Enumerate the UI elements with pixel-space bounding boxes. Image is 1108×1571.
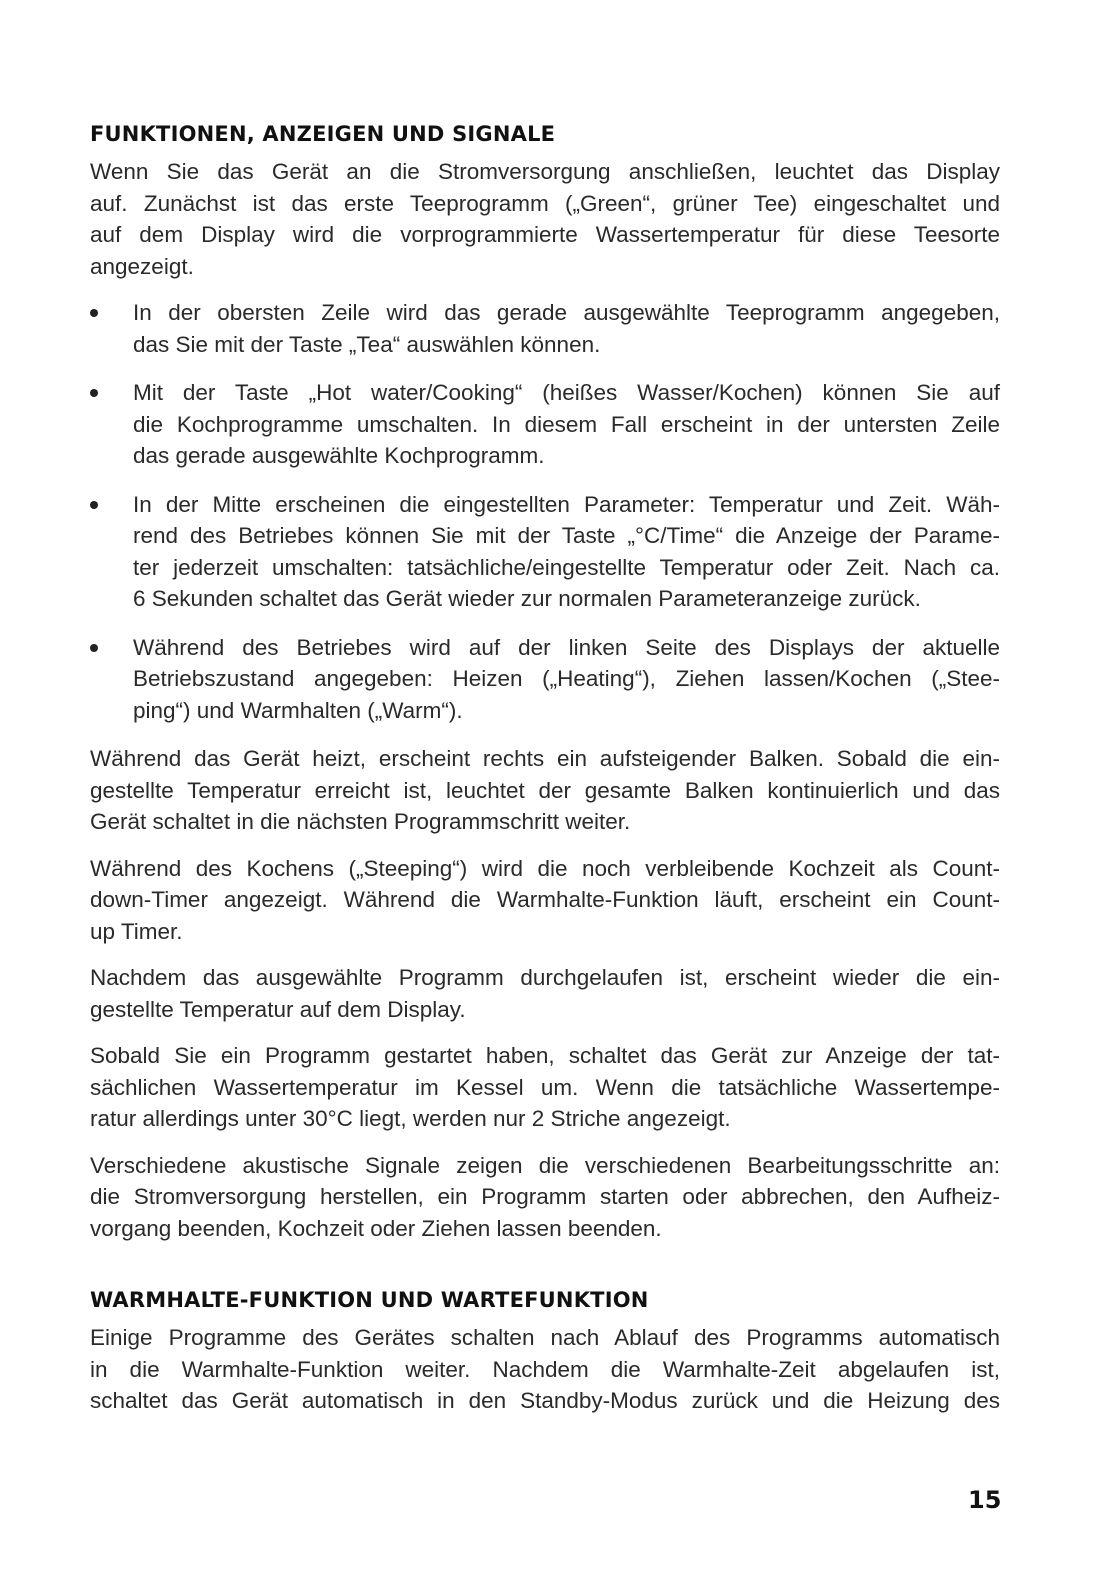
text-line: Verschiedene akustische Signale zeigen die verschiedenen Bearbeitungsschritte an:: [90, 1152, 1000, 1178]
intro-paragraph: [90, 156, 1000, 282]
section-heading: FUNKTIONEN, ANZEIGEN UND SIGNALE: [90, 122, 556, 146]
page-content: [90, 122, 1000, 1432]
paragraph: [90, 743, 1000, 838]
text-line: Betriebszustand angegeben: Heizen („Heating“), Ziehen lassen/Kochen („Stee-: [133, 666, 1000, 691]
bullet-icon: [90, 309, 98, 317]
paragraph: [90, 1322, 1000, 1417]
text-line: in die Warmhalte-Funktion weiter. Nachdem die Warmhalte-Zeit abgelaufen ist,: [90, 1356, 1000, 1382]
text-line: Während das Gerät heizt, erscheint rechts ein aufsteigender Balken. Sobald die ein-: [90, 746, 1000, 771]
text-line: angezeigt.: [90, 253, 194, 279]
text-line: Sobald Sie ein Programm gestartet haben, schaltet das Gerät zur Anzeige der tat-: [90, 1043, 1000, 1068]
paragraph: [90, 1150, 1000, 1245]
text-line: vorgang beenden, Kochzeit oder Ziehen lassen beenden.: [90, 1215, 662, 1241]
section-heading: WARMHALTE-FUNKTION UND WARTEFUNKTION: [90, 1288, 649, 1312]
bullet-item: [90, 632, 1000, 727]
text-line: In der Mitte erscheinen die eingestellten Parameter: Temperatur und Zeit. Wäh-: [133, 491, 1000, 517]
text-line: up Timer.: [90, 918, 183, 944]
text-line: gestellte Temperatur erreicht ist, leuchtet der gesamte Balken kontinuierlich und das: [90, 777, 1000, 803]
text-line: Nachdem das ausgewählte Programm durchgelaufen ist, erscheint wieder die ein-: [90, 965, 1000, 990]
text-line: die Stromversorgung herstellen, ein Programm starten oder abbrechen, den Aufheiz-: [90, 1184, 1000, 1209]
text-line: Wenn Sie das Gerät an die Stromversorgung anschließen, leuchtet das Display: [90, 159, 1000, 184]
text-line: Einige Programme des Gerätes schalten nach Ablauf des Programms automatisch: [90, 1325, 1000, 1350]
text-line: gestellte Temperatur auf dem Display.: [90, 996, 466, 1022]
text-line: In der obersten Zeile wird das gerade ausgewählte Teeprogramm angegeben,: [133, 300, 1000, 325]
bullet-icon: [90, 389, 98, 397]
text-line: das gerade ausgewählte Kochprogramm.: [133, 443, 545, 468]
text-line: 6 Sekunden schaltet das Gerät wieder zur normalen Parameteranzeige zurück.: [133, 586, 921, 611]
text-line: auf. Zunächst ist das erste Teeprogramm („Green“, grüner Tee) eingeschaltet und: [90, 190, 1000, 216]
paragraph: [90, 962, 1000, 1025]
paragraph: [90, 853, 1000, 948]
text-line: sächlichen Wassertemperatur im Kessel um. Wenn die tatsächliche Wassertempe-: [90, 1074, 1000, 1100]
bullet-icon: [90, 644, 98, 652]
text-line: ter jederzeit umschalten: tatsächliche/eingestellte Temperatur oder Zeit. Nach ca.: [133, 554, 1000, 580]
text-line: auf dem Display wird die vorprogrammierte Wassertemperatur für diese Teesorte: [90, 222, 1000, 247]
text-line: down-Timer angezeigt. Während die Warmhalte-Funktion läuft, erscheint ein Count-: [90, 887, 1000, 912]
bullet-item: [90, 377, 1000, 472]
text-line: die Kochprogramme umschalten. In diesem Fall erscheint in der untersten Zeile: [133, 411, 1000, 437]
bullet-icon: [90, 501, 98, 509]
bullet-item: [90, 489, 1000, 615]
text-line: Mit der Taste „Hot water/Cooking“ (heißes Wasser/Kochen) können Sie auf: [133, 380, 1000, 405]
text-line: Während des Kochens („Steeping“) wird die noch verbleibende Kochzeit als Count-: [90, 855, 1000, 881]
text-line: das Sie mit der Taste „Tea“ auswählen können.: [133, 331, 601, 357]
text-line: rend des Betriebes können Sie mit der Taste „°C/Time“ die Anzeige der Parame-: [133, 523, 1000, 548]
paragraph: [90, 1040, 1000, 1135]
page-number: 15: [968, 1486, 1002, 1514]
text-line: ping“) und Warmhalten („Warm“).: [133, 697, 463, 723]
text-line: schaltet das Gerät automatisch in den Standby-Modus zurück und die Heizung des: [90, 1388, 1000, 1413]
text-line: ratur allerdings unter 30°C liegt, werden nur 2 Striche angezeigt.: [90, 1106, 731, 1131]
text-line: Während des Betriebes wird auf der linken Seite des Displays der aktuelle: [133, 634, 1000, 660]
bullet-item: [90, 297, 1000, 360]
text-line: Gerät schaltet in die nächsten Programmschritt weiter.: [90, 809, 631, 834]
